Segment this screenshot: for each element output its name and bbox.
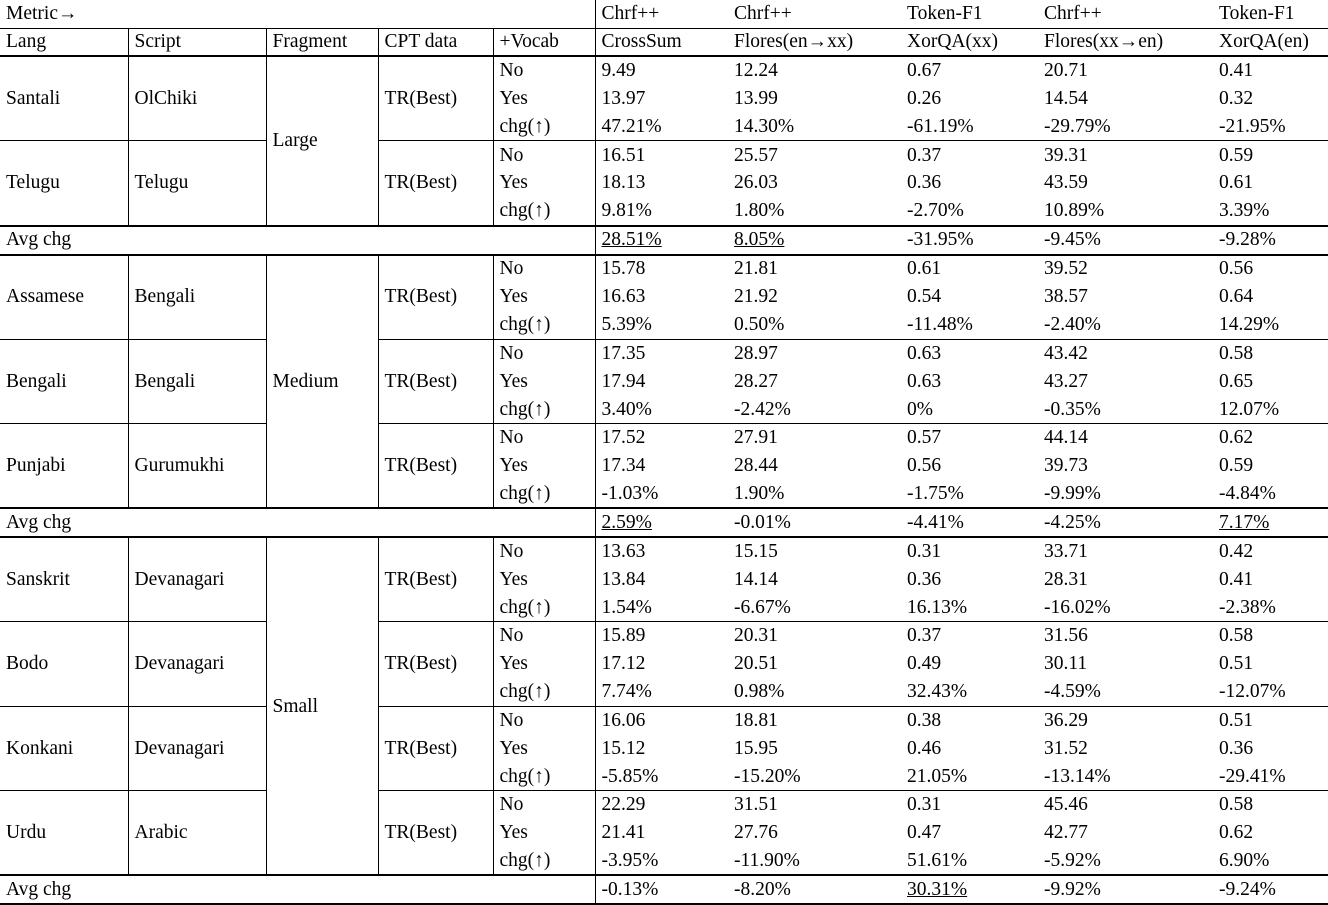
avg-value-cell: -4.41% xyxy=(907,511,964,533)
value-cell: 39.31 xyxy=(1044,144,1088,166)
value-cell: 33.71 xyxy=(1044,541,1088,563)
value-cell: 14.29% xyxy=(1219,313,1280,335)
avg-chg-row xyxy=(0,508,1328,537)
lang-cell: Bodo xyxy=(0,622,128,707)
lang-cell: Urdu xyxy=(0,791,128,876)
value-cell: 27.76 xyxy=(734,822,778,844)
vocab-label-yes: Yes xyxy=(493,735,595,763)
value-cell: 0.62 xyxy=(1219,427,1254,449)
avg-chg-label: Avg chg xyxy=(0,875,595,904)
value-cell: 12.07% xyxy=(1219,398,1280,420)
cpt-data-cell: TR(Best) xyxy=(378,141,493,226)
value-cell: 12.24 xyxy=(734,60,778,82)
value-cell: 44.14 xyxy=(1044,427,1088,449)
value-cell: -29.41% xyxy=(1219,765,1286,787)
value-cell: 31.51 xyxy=(734,794,778,816)
value-cell: 15.95 xyxy=(734,737,778,759)
value-cell: 0.63 xyxy=(907,342,942,364)
value-cell: 0.26 xyxy=(907,87,942,109)
value-cell: -5.85% xyxy=(601,765,659,787)
value-cell: 10.89% xyxy=(1044,200,1105,222)
value-cell: 31.56 xyxy=(1044,625,1088,647)
value-cell: 0.49 xyxy=(907,653,942,675)
value-cell: 47.21% xyxy=(601,115,662,137)
vocab-label-chg: chg(↑) xyxy=(493,763,595,791)
value-cell: 15.78 xyxy=(601,258,646,280)
vocab-label-chg: chg(↑) xyxy=(493,480,595,508)
metric-name-2: Token-F1 xyxy=(907,3,983,25)
value-cell: 0.62 xyxy=(1219,822,1254,844)
value-cell: 0.36 xyxy=(907,172,942,194)
value-cell: 0.63 xyxy=(907,370,942,392)
value-cell: 1.90% xyxy=(734,482,785,504)
avg-value-cell: -4.25% xyxy=(1044,511,1101,533)
column-header-row xyxy=(0,28,1328,56)
value-cell: 0.59 xyxy=(1219,455,1254,477)
value-cell: 15.12 xyxy=(601,737,646,759)
value-cell: -3.95% xyxy=(601,850,659,872)
avg-value-cell: -0.01% xyxy=(734,511,791,533)
value-cell: -2.42% xyxy=(734,398,791,420)
table-row xyxy=(0,255,1328,283)
value-cell: 0.36 xyxy=(907,568,942,590)
value-cell: 16.06 xyxy=(601,709,646,731)
value-cell: 0.61 xyxy=(907,258,942,280)
value-cell: 9.49 xyxy=(601,60,636,82)
value-cell: 1.54% xyxy=(601,596,652,618)
avg-value-cell: 2.59% xyxy=(601,511,652,533)
avg-value-cell: -9.92% xyxy=(1044,879,1101,901)
value-cell: 0.50% xyxy=(734,313,785,335)
value-cell: 0.47 xyxy=(907,822,942,844)
value-cell: -61.19% xyxy=(907,115,974,137)
value-cell: 43.59 xyxy=(1044,172,1088,194)
data-column-header-2: XorQA(xx) xyxy=(907,31,998,53)
value-cell: 6.90% xyxy=(1219,850,1270,872)
value-cell: 17.35 xyxy=(601,342,646,364)
avg-chg-label: Avg chg xyxy=(0,508,595,537)
value-cell: -4.59% xyxy=(1044,681,1101,703)
vocab-label-yes: Yes xyxy=(493,367,595,395)
data-column-header-1: Flores(en→xx) xyxy=(734,31,854,53)
value-cell: 28.44 xyxy=(734,455,778,477)
column-header-cpt-data: CPT data xyxy=(378,28,493,56)
value-cell: -15.20% xyxy=(734,765,801,787)
table-row xyxy=(0,339,1328,367)
value-cell: 43.42 xyxy=(1044,342,1088,364)
avg-chg-row xyxy=(0,875,1328,904)
table-row xyxy=(0,706,1328,734)
value-cell: -2.70% xyxy=(907,200,964,222)
vocab-label-chg: chg(↑) xyxy=(493,311,595,339)
value-cell: 0.36 xyxy=(1219,737,1254,759)
value-cell: -5.92% xyxy=(1044,850,1101,872)
value-cell: 21.05% xyxy=(907,765,968,787)
value-cell: 31.52 xyxy=(1044,737,1088,759)
table-row xyxy=(0,537,1328,565)
value-cell: 3.40% xyxy=(601,398,652,420)
column-header-lang: Lang xyxy=(0,28,128,56)
value-cell: 30.11 xyxy=(1044,653,1088,675)
value-cell: 5.39% xyxy=(601,313,652,335)
cpt-data-cell: TR(Best) xyxy=(378,537,493,622)
lang-cell: Assamese xyxy=(0,255,128,340)
value-cell: 0.59 xyxy=(1219,144,1254,166)
value-cell: 15.15 xyxy=(734,541,778,563)
lang-cell: Telugu xyxy=(0,141,128,226)
avg-value-cell: -9.24% xyxy=(1219,879,1276,901)
value-cell: -12.07% xyxy=(1219,681,1286,703)
vocab-label-yes: Yes xyxy=(493,819,595,847)
value-cell: 13.84 xyxy=(601,568,646,590)
metric-name-0: Chrf++ xyxy=(595,0,728,28)
value-cell: -2.38% xyxy=(1219,596,1276,618)
avg-value-cell: 7.17% xyxy=(1219,511,1270,533)
value-cell: -11.48% xyxy=(907,313,973,335)
value-cell: 16.63 xyxy=(601,286,646,308)
script-cell: Devanagari xyxy=(128,622,266,707)
value-cell: 0.31 xyxy=(907,794,942,816)
value-cell: 15.89 xyxy=(601,625,646,647)
value-cell: 0.57 xyxy=(907,427,942,449)
data-column-header-4: XorQA(en) xyxy=(1219,31,1309,53)
value-cell: -1.03% xyxy=(601,482,659,504)
avg-chg-label: Avg chg xyxy=(0,226,595,255)
value-cell: 0.54 xyxy=(907,286,942,308)
avg-value-cell: -8.20% xyxy=(734,879,791,901)
vocab-label-chg: chg(↑) xyxy=(493,395,595,423)
vocab-label-no: No xyxy=(493,706,595,734)
value-cell: 20.71 xyxy=(1044,60,1088,82)
vocab-label-yes: Yes xyxy=(493,565,595,593)
value-cell: 25.57 xyxy=(734,144,778,166)
value-cell: -16.02% xyxy=(1044,596,1111,618)
value-cell: 0.58 xyxy=(1219,625,1254,647)
script-cell: Arabic xyxy=(128,791,266,876)
cpt-data-cell: TR(Best) xyxy=(378,424,493,509)
value-cell: 0.58 xyxy=(1219,342,1254,364)
script-cell: Bengali xyxy=(128,339,266,424)
value-cell: -21.95% xyxy=(1219,115,1286,137)
metric-name-4: Token-F1 xyxy=(1219,3,1295,25)
value-cell: 51.61% xyxy=(907,850,968,872)
value-cell: 7.74% xyxy=(601,681,652,703)
value-cell: 0.38 xyxy=(907,709,942,731)
lang-cell: Punjabi xyxy=(0,424,128,509)
fragment-cell: Large xyxy=(266,56,378,225)
value-cell: 38.57 xyxy=(1044,286,1088,308)
table-row xyxy=(0,791,1328,819)
vocab-label-no: No xyxy=(493,622,595,650)
avg-value-cell: 30.31% xyxy=(907,879,968,901)
value-cell: 21.41 xyxy=(601,822,646,844)
value-cell: 21.92 xyxy=(734,286,778,308)
vocab-label-chg: chg(↑) xyxy=(493,678,595,706)
data-column-header-3: Flores(xx→en) xyxy=(1044,31,1164,53)
value-cell: 26.03 xyxy=(734,172,778,194)
value-cell: 0.61 xyxy=(1219,172,1254,194)
value-cell: 16.13% xyxy=(907,596,968,618)
cpt-data-cell: TR(Best) xyxy=(378,255,493,340)
value-cell: -0.35% xyxy=(1044,398,1101,420)
vocab-label-chg: chg(↑) xyxy=(493,594,595,622)
avg-value-cell: -31.95% xyxy=(907,229,974,251)
value-cell: 14.30% xyxy=(734,115,795,137)
value-cell: -4.84% xyxy=(1219,482,1276,504)
value-cell: 17.34 xyxy=(601,455,646,477)
vocab-label-yes: Yes xyxy=(493,85,595,113)
vocab-label-no: No xyxy=(493,141,595,169)
table-row xyxy=(0,424,1328,452)
metric-header-row xyxy=(0,0,1328,28)
vocab-label-no: No xyxy=(493,791,595,819)
value-cell: 14.54 xyxy=(1044,87,1088,109)
value-cell: 13.99 xyxy=(734,87,778,109)
avg-value-cell: -9.45% xyxy=(1044,229,1101,251)
vocab-label-yes: Yes xyxy=(493,650,595,678)
script-cell: Devanagari xyxy=(128,537,266,622)
value-cell: 32.43% xyxy=(907,681,968,703)
lang-cell: Konkani xyxy=(0,706,128,791)
value-cell: 13.63 xyxy=(601,541,646,563)
vocab-label-yes: Yes xyxy=(493,283,595,311)
value-cell: 17.94 xyxy=(601,370,646,392)
value-cell: 1.80% xyxy=(734,200,785,222)
vocab-label-yes: Yes xyxy=(493,452,595,480)
lang-cell: Santali xyxy=(0,56,128,141)
value-cell: 0.98% xyxy=(734,681,785,703)
script-cell: Telugu xyxy=(128,141,266,226)
cpt-data-cell: TR(Best) xyxy=(378,791,493,876)
fragment-cell: Small xyxy=(266,537,378,875)
value-cell: 20.51 xyxy=(734,653,778,675)
avg-value-cell: 28.51% xyxy=(601,229,662,251)
lang-cell: Sanskrit xyxy=(0,537,128,622)
value-cell: 21.81 xyxy=(734,258,778,280)
value-cell: 0.37 xyxy=(907,625,942,647)
value-cell: -2.40% xyxy=(1044,313,1101,335)
table-row xyxy=(0,622,1328,650)
value-cell: 39.52 xyxy=(1044,258,1088,280)
value-cell: 0.41 xyxy=(1219,568,1254,590)
vocab-label-chg: chg(↑) xyxy=(493,197,595,225)
value-cell: 45.46 xyxy=(1044,794,1088,816)
vocab-label-no: No xyxy=(493,537,595,565)
value-cell: 9.81% xyxy=(601,200,652,222)
value-cell: 0.31 xyxy=(907,541,942,563)
value-cell: 22.29 xyxy=(601,794,646,816)
value-cell: 14.14 xyxy=(734,568,778,590)
value-cell: 0.65 xyxy=(1219,370,1254,392)
metric-name-1: Chrf++ xyxy=(734,3,792,25)
value-cell: 0.42 xyxy=(1219,541,1254,563)
column-header-fragment: Fragment xyxy=(266,28,378,56)
vocab-label-no: No xyxy=(493,339,595,367)
value-cell: -11.90% xyxy=(734,850,800,872)
value-cell: 0.51 xyxy=(1219,709,1254,731)
value-cell: 0% xyxy=(907,398,934,420)
value-cell: 27.91 xyxy=(734,427,778,449)
value-cell: 18.81 xyxy=(734,709,778,731)
value-cell: 0.41 xyxy=(1219,60,1254,82)
metric-name-3: Chrf++ xyxy=(1044,3,1102,25)
value-cell: 0.67 xyxy=(907,60,942,82)
value-cell: 13.97 xyxy=(601,87,646,109)
column-header--vocab: +Vocab xyxy=(493,28,595,56)
value-cell: -13.14% xyxy=(1044,765,1111,787)
script-cell: OlChiki xyxy=(128,56,266,141)
value-cell: 16.51 xyxy=(601,144,646,166)
lang-cell: Bengali xyxy=(0,339,128,424)
value-cell: 0.46 xyxy=(907,737,942,759)
value-cell: 0.64 xyxy=(1219,286,1254,308)
vocab-label-no: No xyxy=(493,424,595,452)
fragment-cell: Medium xyxy=(266,255,378,509)
avg-chg-row xyxy=(0,226,1328,255)
value-cell: 17.52 xyxy=(601,427,646,449)
script-cell: Bengali xyxy=(128,255,266,340)
vocab-label-chg: chg(↑) xyxy=(493,847,595,875)
value-cell: 0.51 xyxy=(1219,653,1254,675)
value-cell: 0.56 xyxy=(1219,258,1254,280)
vocab-label-no: No xyxy=(493,56,595,84)
value-cell: 18.13 xyxy=(601,172,646,194)
value-cell: 28.31 xyxy=(1044,568,1088,590)
cpt-data-cell: TR(Best) xyxy=(378,339,493,424)
vocab-label-no: No xyxy=(493,255,595,283)
value-cell: 28.97 xyxy=(734,342,778,364)
value-cell: 42.77 xyxy=(1044,822,1088,844)
table-row xyxy=(0,56,1328,84)
value-cell: 43.27 xyxy=(1044,370,1088,392)
script-cell: Gurumukhi xyxy=(128,424,266,509)
value-cell: 0.37 xyxy=(907,144,942,166)
value-cell: 20.31 xyxy=(734,625,778,647)
avg-value-cell: 8.05% xyxy=(734,229,785,251)
value-cell: -6.67% xyxy=(734,596,791,618)
value-cell: 36.29 xyxy=(1044,709,1088,731)
column-header-script: Script xyxy=(128,28,266,56)
metric-arrow-label: Metric→ xyxy=(6,3,78,25)
cpt-data-cell: TR(Best) xyxy=(378,56,493,141)
value-cell: -9.99% xyxy=(1044,482,1101,504)
vocab-label-chg: chg(↑) xyxy=(493,113,595,141)
value-cell: 3.39% xyxy=(1219,200,1270,222)
cpt-data-cell: TR(Best) xyxy=(378,622,493,707)
value-cell: 39.73 xyxy=(1044,455,1088,477)
cpt-data-cell: TR(Best) xyxy=(378,706,493,791)
value-cell: 0.58 xyxy=(1219,794,1254,816)
data-column-header-0: CrossSum xyxy=(601,31,682,53)
value-cell: -29.79% xyxy=(1044,115,1111,137)
value-cell: 0.56 xyxy=(907,455,942,477)
vocab-label-yes: Yes xyxy=(493,169,595,197)
avg-value-cell: -9.28% xyxy=(1219,229,1276,251)
value-cell: 17.12 xyxy=(601,653,646,675)
avg-value-cell: -0.13% xyxy=(601,879,659,901)
value-cell: -1.75% xyxy=(907,482,964,504)
script-cell: Devanagari xyxy=(128,706,266,791)
value-cell: 28.27 xyxy=(734,370,778,392)
table-row xyxy=(0,141,1328,169)
value-cell: 0.32 xyxy=(1219,87,1254,109)
